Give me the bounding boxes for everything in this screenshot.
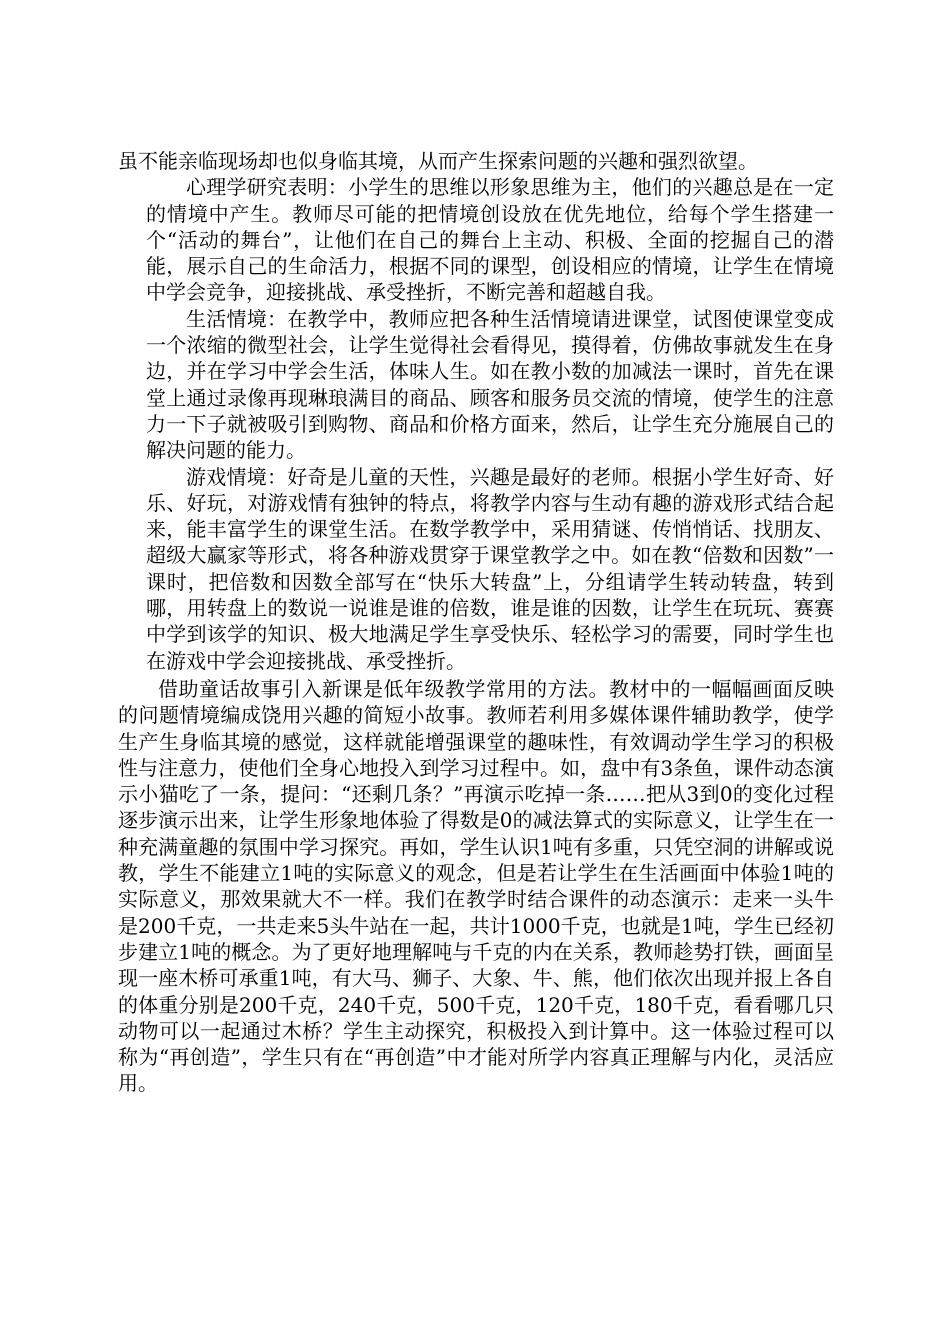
final-paragraph-block: [118, 676, 834, 1097]
paragraph-game-situation: 游戏情境：好奇是儿童的天性，兴趣是最好的老师。根据小学生好奇、好乐、好玩，对游戏情有独钟的特点，将教学内容与生动有趣的游戏形式结合起来，能丰富学生的课堂生活。在数学教学中，采用猜谜、传悄悄话、找朋友、超级大赢家等形式，将各种游戏贯穿于课堂教学之中。如在教“倍数和因数”一课时，把倍数和因数全部写在“快乐大转盘”上，分组请学生转动转盘，转到哪，用转盘上的数说一说谁是谁的倍数，谁是谁的因数，让学生在玩玩、赛赛中学到该学的知识、极大地满足学生享受快乐、轻松学习的需要，同时学生也在游戏中学会迎接挑战、承受挫折。: [146, 464, 834, 673]
paragraph-life-situation: 生活情境：在教学中，教师应把各种生活情境请进课堂，试图使课堂变成一个浓缩的微型社会，让学生觉得社会看得见，摸得着，仿佛故事就发生在身边，并在学习中学会生活，体味人生。如在教小数的加减法一课时，首先在课堂上通过录像再现琳琅满目的商品、顾客和服务员交流的情境，使学生的注意力一下子就被吸引到购物、商品和价格方面来，然后，让学生充分施展自己的解决问题的能力。: [146, 306, 834, 463]
indented-paragraphs-block: [146, 174, 834, 674]
paragraph-fairy-tale: 借助童话故事引入新课是低年级教学常用的方法。教材中的一幅幅画面反映的问题情境编成饶用兴趣的简短小故事。教师若利用多媒体课件辅助教学，使学生产生身临其境的感觉，这样就能增强课堂的趣味性，有效调动学生学习的积极性与注意力，使他们全身心地投入到学习过程中。如，盘中有3条鱼，课件动态演示小猫吃了一条，提问：“还剩几条？”再演示吃掉一条……把从3到0的变化过程逐步演示出来，让学生形象地体验了得数是0的减法算式的实际意义，让学生在一种充满童趣的氛围中学习探究。再如，学生认识1吨有多重，只凭空洞的讲解或说教，学生不能建立1吨的实际意义的观念，但是若让学生在生活画面中体验1吨的实际意义，那效果就大不一样。我们在教学时结合课件的动态演示：走来一头牛是200千克，一共走来5头牛站在一起，共计1000千克，也就是1吨，学生已经初步建立1吨的概念。为了更好地理解吨与千克的内在关系，教师趁势打铁，画面呈现一座木桥可承重1吨，有大马、狮子、大象、牛、熊，他们依次出现并报上各自的体重分别是200千克，240千克，500千克，120千克，180千克，看看哪几只动物可以一起通过木桥？学生主动探究，积极投入到计算中。这一体验过程可以称为“再创造”，学生只有在“再创造”中才能对所学内容真正理解与内化，灵活应用。: [118, 677, 834, 1096]
paragraph-psychology: 心理学研究表明：小学生的思维以形象思维为主，他们的兴趣总是在一定的情境中产生。教师尽可能的把情境创设放在优先地位，给每个学生搭建一个“活动的舞台”，让他们在自己的舞台上主动、积极、全面的挖掘自己的潜能，展示自己的生命活力，根据不同的课型，创设相应的情境，让学生在情境中学会竞争，迎接挑战、承受挫折，不断完善和超越自我。: [146, 175, 834, 305]
opening-line: 虽不能亲临现场却也似身临其境，从而产生探索问题的兴趣和强烈欲望。: [118, 149, 758, 173]
opening-line-block: [118, 148, 834, 174]
